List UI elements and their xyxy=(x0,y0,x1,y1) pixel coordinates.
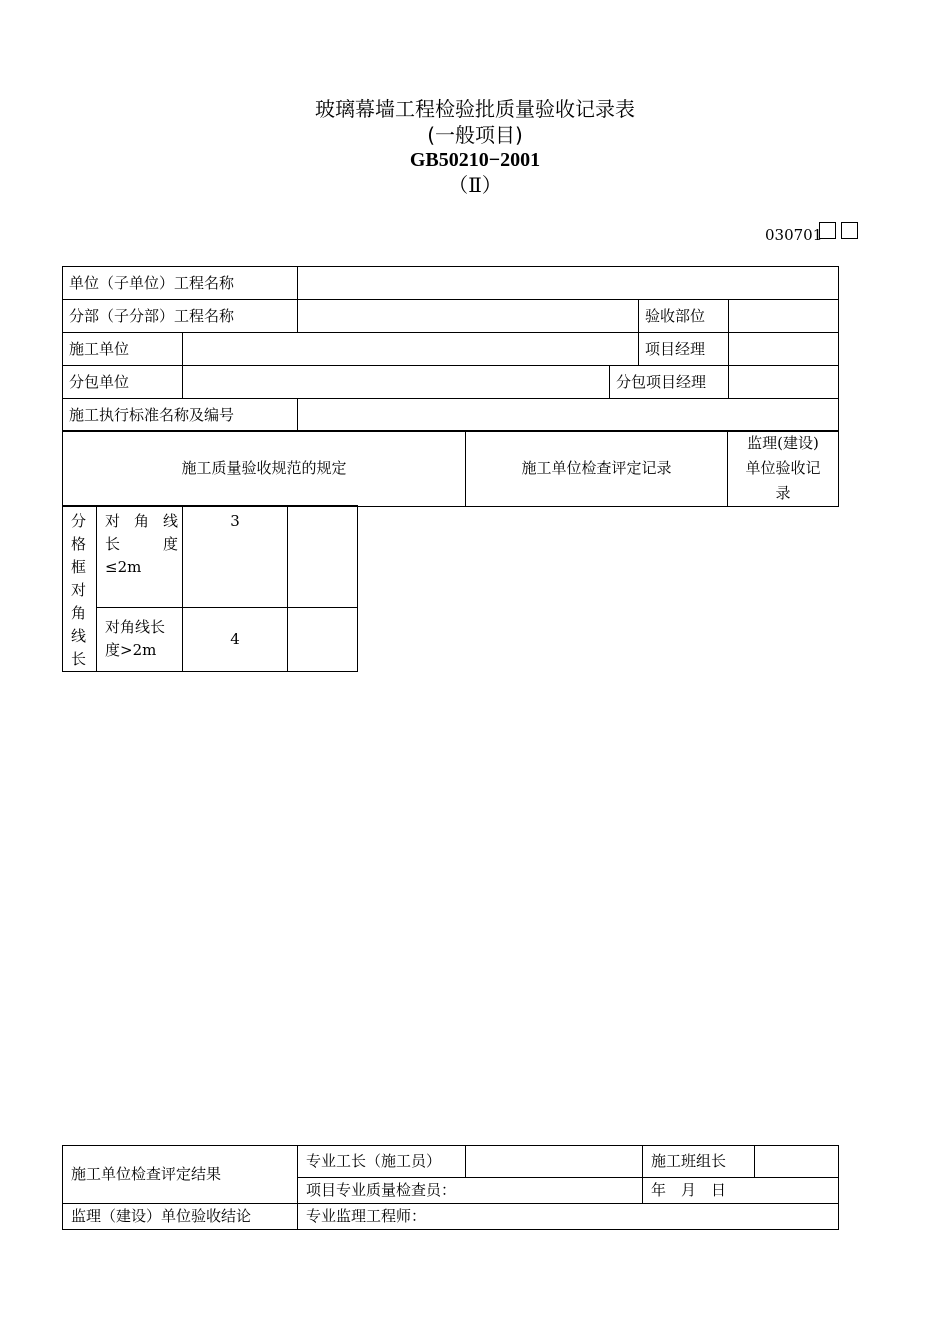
inspector-label: 项目专业质量检查员： xyxy=(298,1178,643,1204)
form-subtitle: (一般项目) xyxy=(427,123,523,147)
date-label: 年 月 日 xyxy=(643,1178,839,1204)
acceptance-part-value[interactable] xyxy=(729,300,839,333)
subcontract-unit-value[interactable] xyxy=(183,366,610,399)
engineer-label: 专业监理工程师： xyxy=(298,1204,839,1230)
unit-project-label: 单位（子单位）工程名称 xyxy=(63,267,298,300)
diagonal-label-line2: 线长 xyxy=(71,627,87,668)
supervision-header-line1: 监理(建设) xyxy=(747,434,819,452)
header-info-table xyxy=(62,266,839,432)
spec-header: 施工质量验收规范的规定 xyxy=(63,431,466,507)
tolerance-condition xyxy=(97,506,183,608)
check-record-cell[interactable] xyxy=(288,506,358,608)
standard-value[interactable] xyxy=(298,399,839,432)
items-table xyxy=(62,505,839,672)
check-header: 施工单位检查评定记录 xyxy=(466,431,728,507)
foreman-label: 专业工长（施工员） xyxy=(298,1146,466,1178)
team-leader-label: 施工班组长 xyxy=(643,1146,755,1178)
standard-code: GB50210−2001 xyxy=(409,149,541,171)
tolerance-condition: 对角线长度>2m xyxy=(97,607,183,671)
division-project-value[interactable] xyxy=(298,300,639,333)
check-record-cell[interactable] xyxy=(288,607,358,671)
foreman-value[interactable] xyxy=(466,1146,643,1178)
part-number: （Ⅱ） xyxy=(448,173,502,197)
supervision-header-line3: 录 xyxy=(775,484,791,502)
standard-label: 施工执行标准名称及编号 xyxy=(63,399,298,432)
subcontract-manager-label: 分包项目经理 xyxy=(610,366,729,399)
form-title: 玻璃幕墙工程检验批质量验收记录表 xyxy=(315,97,635,121)
acceptance-part-label: 验收部位 xyxy=(639,300,729,333)
supervision-header-line2: 单位验收记 xyxy=(745,459,821,477)
code-box-2[interactable] xyxy=(841,222,858,239)
form-code: 030701 xyxy=(765,226,823,244)
subcontract-unit-label: 分包单位 xyxy=(63,366,183,399)
conclusion-label: 监理（建设）单位验收结论 xyxy=(63,1204,298,1230)
tolerance-value: 3 xyxy=(183,506,288,608)
construction-unit-label: 施工单位 xyxy=(63,333,183,366)
supervision-header xyxy=(728,431,839,507)
footer-table xyxy=(62,1145,839,1230)
diagonal-label xyxy=(63,506,97,672)
project-manager-label: 项目经理 xyxy=(639,333,729,366)
construction-unit-value[interactable] xyxy=(183,333,639,366)
code-box-1[interactable] xyxy=(819,222,836,239)
division-project-label: 分部（子分部）工程名称 xyxy=(63,300,298,333)
subcontract-manager-value[interactable] xyxy=(729,366,839,399)
diagonal-label-line1: 分格框对角 xyxy=(71,512,87,622)
project-manager-value[interactable] xyxy=(729,333,839,366)
diagonal-condition-text: 对 角 线 长 度 ≤2m xyxy=(105,512,178,576)
unit-project-value[interactable] xyxy=(298,267,839,300)
inspection-table xyxy=(62,430,839,507)
result-label: 施工单位检查评定结果 xyxy=(63,1146,298,1204)
tolerance-value: 4 xyxy=(183,607,288,671)
team-leader-value[interactable] xyxy=(755,1146,839,1178)
